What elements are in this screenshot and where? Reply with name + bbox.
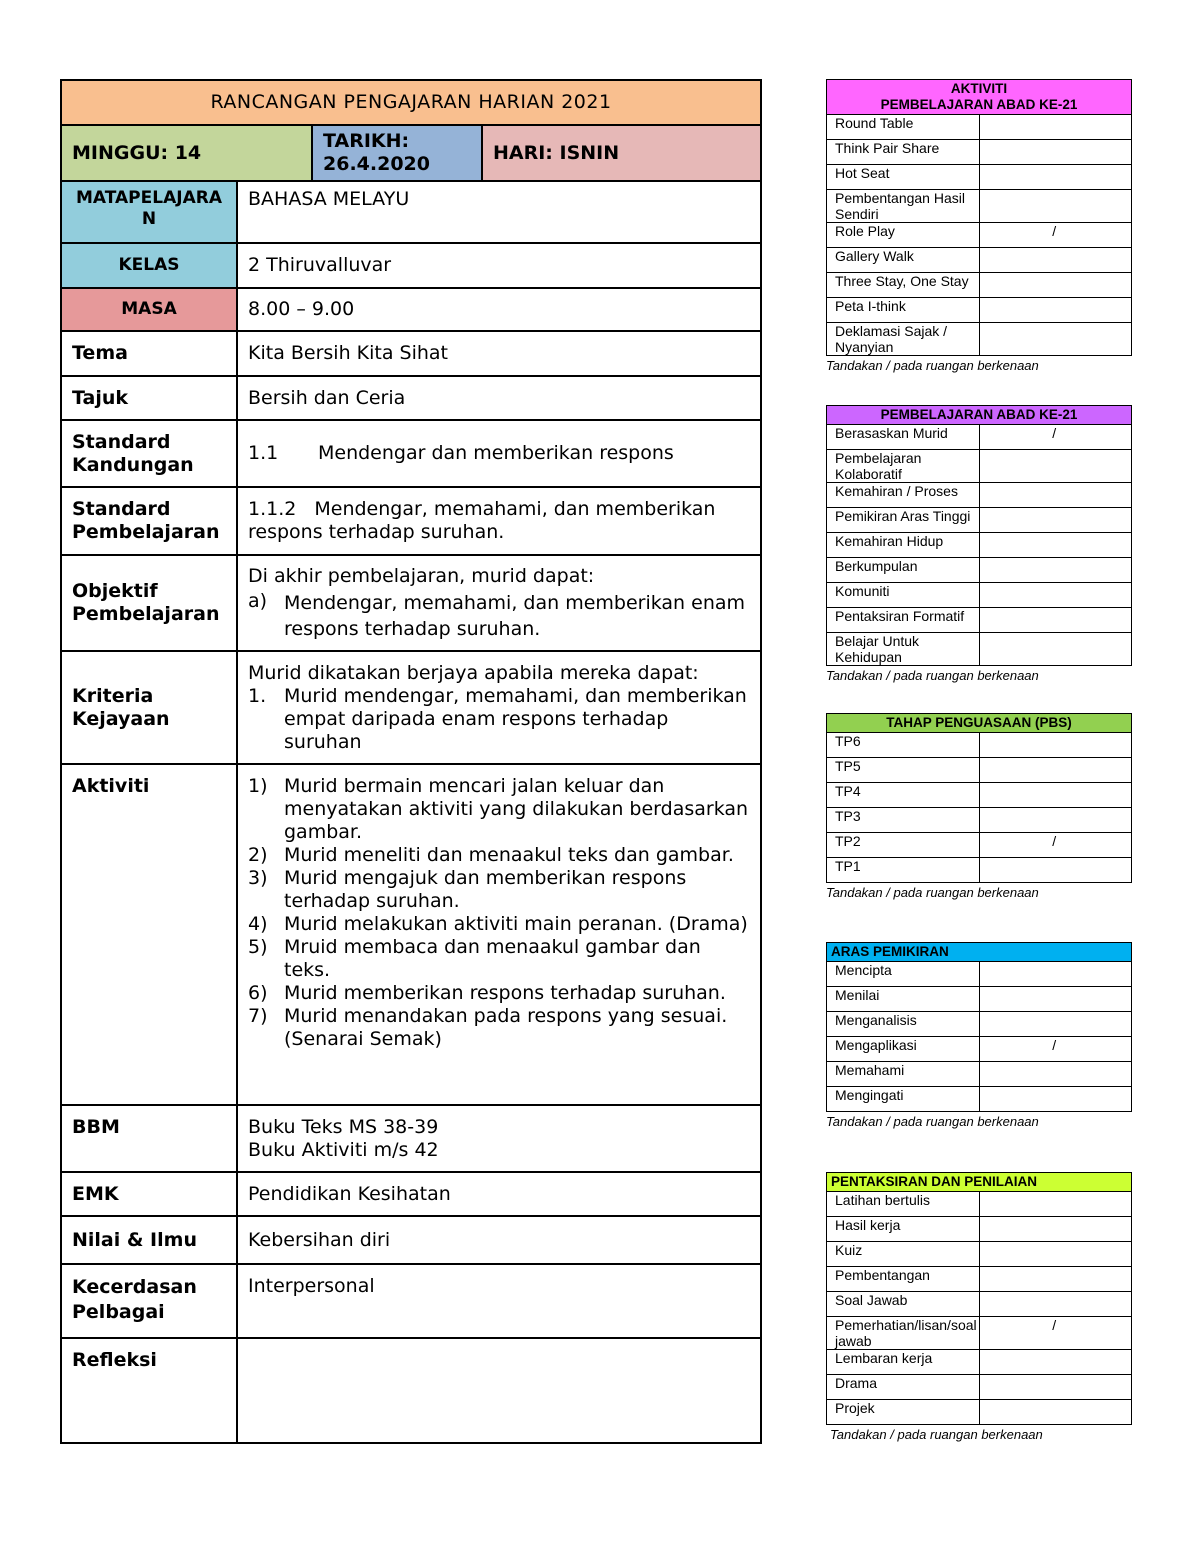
checklist-row [827, 833, 1132, 858]
values-label: Nilai & Ilmu [61, 1216, 237, 1264]
side-table-pembelajaran-abad [826, 405, 1132, 683]
checklist-label: Mengaplikasi [827, 1037, 980, 1062]
checklist-mark[interactable] [979, 583, 1132, 608]
lesson-plan-table [60, 79, 762, 1444]
checklist-row [827, 808, 1132, 833]
checklist-label: Think Pair Share [827, 140, 980, 165]
checklist-row [827, 583, 1132, 608]
week-cell: MINGGU: 14 [61, 125, 312, 181]
checklist-row [827, 1317, 1132, 1350]
theme-label: Tema [61, 331, 237, 376]
checklist-row [827, 140, 1132, 165]
content-standard-code: 1.1 [248, 442, 279, 464]
checklist-mark[interactable] [979, 1292, 1132, 1317]
checklist-mark[interactable] [979, 323, 1132, 356]
emk-value: Pendidikan Kesihatan [237, 1172, 761, 1216]
activities-value [237, 764, 761, 1105]
checklist-label: Belajar Untuk Kehidupan [827, 633, 980, 666]
learning-standard-text: Mendengar, memahami, dan memberikan respons terhadap suruhan. [248, 498, 716, 543]
activity-item: 1) Murid bermain mencari jalan keluar dan menyatakan aktiviti yang dilakukan berdasarkan gambar. [248, 775, 749, 843]
instruction-note: Tandakan / pada ruangan berkenaan [826, 885, 1039, 900]
side-table-pentaksiran [826, 1172, 1132, 1442]
checklist-label: TP5 [827, 758, 980, 783]
checklist-label: Pentaksiran Formatif [827, 608, 980, 633]
instruction-note: Tandakan / pada ruangan berkenaan [830, 1427, 1043, 1442]
checklist-mark[interactable] [979, 758, 1132, 783]
values-value: Kebersihan diri [237, 1216, 761, 1264]
checklist-mark[interactable] [979, 483, 1132, 508]
plan-title: RANCANGAN PENGAJARAN HARIAN 2021 [61, 80, 761, 125]
topic-value: Bersih dan Ceria [237, 376, 761, 420]
checklist-label: Menganalisis [827, 1012, 980, 1037]
checklist-mark[interactable] [979, 1012, 1132, 1037]
checklist-row [827, 1242, 1132, 1267]
tahap-penguasaan-header: TAHAP PENGUASAAN (PBS) [827, 714, 1132, 733]
checklist-label: Menilai [827, 987, 980, 1012]
checklist-row [827, 1375, 1132, 1400]
checklist-row [827, 558, 1132, 583]
subject-value: BAHASA MELAYU [237, 181, 761, 243]
checklist-mark[interactable] [979, 508, 1132, 533]
checklist-mark[interactable] [979, 858, 1132, 883]
checklist-row [827, 633, 1132, 666]
checklist-row [827, 273, 1132, 298]
checklist-label: Mengingati [827, 1087, 980, 1112]
side-table-aktiviti-abad [826, 79, 1132, 373]
checklist-mark[interactable] [979, 1192, 1132, 1217]
reflection-label: Refleksi [61, 1338, 237, 1443]
activities-label: Aktiviti [61, 764, 237, 1105]
activity-item: 4) Murid melakukan aktiviti main peranan. (Drama) [248, 913, 748, 935]
checklist-mark[interactable] [979, 808, 1132, 833]
checklist-label: Drama [827, 1375, 980, 1400]
learning-standard-value [237, 487, 761, 555]
checklist-mark[interactable] [979, 273, 1132, 298]
success-criteria-label: Kriteria Kejayaan [61, 651, 237, 764]
checklist-row [827, 115, 1132, 140]
activity-list [248, 775, 750, 1051]
class-value: 2 Thiruvalluvar [237, 243, 761, 288]
checklist-mark[interactable] [979, 1375, 1132, 1400]
checklist-label: Hot Seat [827, 165, 980, 190]
checklist-row [827, 1267, 1132, 1292]
checklist-row [827, 1087, 1132, 1112]
multiple-intelligence-value: Interpersonal [237, 1264, 761, 1338]
activity-item: 3) Murid mengajuk dan memberikan respons terhadap suruhan. [248, 867, 687, 912]
checklist-row [827, 248, 1132, 273]
checklist-mark[interactable] [979, 248, 1132, 273]
multiple-intelligence-label: Kecerdasan Pelbagai [61, 1264, 237, 1338]
checklist-row [827, 1292, 1132, 1317]
checklist-row [827, 987, 1132, 1012]
checklist-row [827, 1062, 1132, 1087]
aktiviti-abad-header [827, 80, 1132, 115]
objective-intro: Di akhir pembelajaran, murid dapat: [248, 564, 595, 587]
activity-item: 5) Mruid membaca dan menaakul gambar dan teks. [248, 936, 701, 981]
checklist-mark[interactable] [979, 298, 1132, 323]
activity-item: 7) Murid menandakan pada respons yang sesuai. (Senarai Semak) [248, 1005, 728, 1050]
time-label: MASA [61, 288, 237, 331]
checklist-label: Lembaran kerja [827, 1350, 980, 1375]
checklist-mark[interactable] [979, 1062, 1132, 1087]
checklist-label: Peta I-think [827, 298, 980, 323]
checklist-label: TP6 [827, 733, 980, 758]
checklist-label: Soal Jawab [827, 1292, 980, 1317]
objective-label: Objektif Pembelajaran [61, 555, 237, 651]
checklist-row [827, 483, 1132, 508]
checklist-mark[interactable]: / [979, 833, 1132, 858]
checklist-label: Kuiz [827, 1242, 980, 1267]
success-criteria-value [237, 651, 761, 764]
checklist-label: Gallery Walk [827, 248, 980, 273]
learning-standard-code: 1.1.2 [248, 498, 297, 520]
checklist-label: Memahami [827, 1062, 980, 1087]
checklist-label: Kemahiran / Proses [827, 483, 980, 508]
topic-label: Tajuk [61, 376, 237, 420]
bbm-line-1: Buku Teks MS 38-39 [248, 1116, 439, 1138]
checklist-label: Berasaskan Murid [827, 425, 980, 450]
success-criteria-item: 1. Murid mendengar, memahami, dan memberikan empat daripada enam respons terhadap suruhan [248, 684, 747, 753]
checklist-row [827, 298, 1132, 323]
learning-standard-label: Standard Pembelajaran [61, 487, 237, 555]
checklist-row [827, 858, 1132, 883]
checklist-label: Komuniti [827, 583, 980, 608]
checklist-label: Kemahiran Hidup [827, 533, 980, 558]
checklist-label: TP2 [827, 833, 980, 858]
date-cell: TARIKH: 26.4.2020 [312, 125, 482, 181]
bbm-value [237, 1105, 761, 1172]
checklist-mark[interactable] [979, 533, 1132, 558]
checklist-mark[interactable] [979, 190, 1132, 223]
instruction-note: Tandakan / pada ruangan berkenaan [826, 1114, 1039, 1129]
checklist-mark[interactable] [979, 450, 1132, 483]
checklist-row [827, 223, 1132, 248]
checklist-label: Hasil kerja [827, 1217, 980, 1242]
checklist-row [827, 758, 1132, 783]
objective-value [237, 555, 761, 651]
aras-pemikiran-header: ARAS PEMIKIRAN [827, 943, 1132, 962]
instruction-note: Tandakan / pada ruangan berkenaan [826, 358, 1039, 373]
subject-label: MATAPELAJARA N [61, 181, 237, 243]
checklist-label: Deklamasi Sajak / Nyanyian [827, 323, 980, 356]
checklist-row [827, 165, 1132, 190]
checklist-mark[interactable] [979, 1087, 1132, 1112]
checklist-label: Pembelajaran Kolaboratif [827, 450, 980, 483]
checklist-row [827, 1192, 1132, 1217]
objective-item: a) Mendengar, memahami, dan memberikan enam respons terhadap suruhan. [248, 589, 746, 640]
theme-value: Kita Bersih Kita Sihat [237, 331, 761, 376]
checklist-label: Pembentangan Hasil Sendiri [827, 190, 980, 223]
checklist-label: TP1 [827, 858, 980, 883]
success-criteria-intro: Murid dikatakan berjaya apabila mereka dapat: [248, 661, 699, 684]
checklist-row [827, 190, 1132, 223]
checklist-row [827, 608, 1132, 633]
side-table-aras-pemikiran [826, 942, 1132, 1129]
pembelajaran-abad-header: PEMBELAJARAN ABAD KE-21 [827, 406, 1132, 425]
checklist-label: Latihan bertulis [827, 1192, 980, 1217]
checklist-label: Pembentangan [827, 1267, 980, 1292]
side-table-tahap-penguasaan [826, 713, 1132, 900]
checklist-row [827, 1037, 1132, 1062]
checklist-mark[interactable] [979, 1267, 1132, 1292]
emk-label: EMK [61, 1172, 237, 1216]
instruction-note: Tandakan / pada ruangan berkenaan [826, 668, 1039, 683]
checklist-row [827, 533, 1132, 558]
checklist-row [827, 323, 1132, 356]
checklist-label: Mencipta [827, 962, 980, 987]
checklist-mark[interactable] [979, 783, 1132, 808]
time-value: 8.00 – 9.00 [237, 288, 761, 331]
checklist-row [827, 733, 1132, 758]
checklist-row [827, 783, 1132, 808]
checklist-mark[interactable] [979, 987, 1132, 1012]
checklist-mark[interactable]: / [979, 1317, 1132, 1350]
checklist-label: Projek [827, 1400, 980, 1425]
checklist-label: Pemikiran Aras Tinggi [827, 508, 980, 533]
content-standard-label: Standard Kandungan [61, 420, 237, 487]
checklist-mark[interactable] [979, 633, 1132, 666]
checklist-mark[interactable] [979, 115, 1132, 140]
content-standard-value [237, 420, 761, 487]
pentaksiran-header: PENTAKSIRAN DAN PENILAIAN [827, 1173, 1132, 1192]
checklist-mark[interactable]: / [979, 223, 1132, 248]
reflection-value [237, 1338, 761, 1443]
checklist-row [827, 1012, 1132, 1037]
checklist-label: Pemerhatian/lisan/soal jawab [827, 1317, 980, 1350]
checklist-row [827, 425, 1132, 450]
checklist-mark[interactable] [979, 1350, 1132, 1375]
checklist-row [827, 962, 1132, 987]
activity-item: 6) Murid memberikan respons terhadap suruhan. [248, 982, 726, 1004]
bbm-label: BBM [61, 1105, 237, 1172]
class-label: KELAS [61, 243, 237, 288]
checklist-label: TP3 [827, 808, 980, 833]
activity-item: 2) Murid meneliti dan menaakul teks dan gambar. [248, 844, 734, 866]
checklist-mark[interactable] [979, 1400, 1132, 1425]
checklist-label: Three Stay, One Stay [827, 273, 980, 298]
bbm-line-2: Buku Aktiviti m/s 42 [248, 1139, 439, 1161]
aktiviti-abad-title-1: AKTIVITI [950, 81, 1008, 96]
checklist-row [827, 1350, 1132, 1375]
checklist-mark[interactable] [979, 608, 1132, 633]
checklist-mark[interactable] [979, 558, 1132, 583]
checklist-row [827, 1217, 1132, 1242]
checklist-mark[interactable] [979, 1217, 1132, 1242]
checklist-mark[interactable]: / [979, 425, 1132, 450]
checklist-label: Round Table [827, 115, 980, 140]
checklist-row [827, 508, 1132, 533]
day-cell: HARI: ISNIN [482, 125, 761, 181]
checklist-label: TP4 [827, 783, 980, 808]
checklist-row [827, 1400, 1132, 1425]
checklist-label: Role Play [827, 223, 980, 248]
content-standard-text: Mendengar dan memberikan respons [318, 442, 674, 464]
aktiviti-abad-title-2: PEMBELAJARAN ABAD KE-21 [880, 97, 1078, 112]
checklist-mark[interactable] [979, 1242, 1132, 1267]
checklist-row [827, 450, 1132, 483]
checklist-mark[interactable] [979, 165, 1132, 190]
checklist-mark[interactable] [979, 733, 1132, 758]
checklist-mark[interactable] [979, 140, 1132, 165]
checklist-mark[interactable] [979, 962, 1132, 987]
checklist-label: Berkumpulan [827, 558, 980, 583]
checklist-mark[interactable]: / [979, 1037, 1132, 1062]
